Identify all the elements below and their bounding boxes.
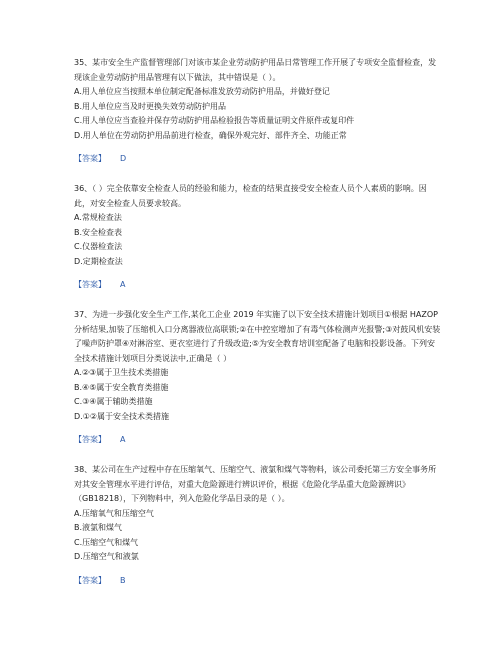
- question-38: [74, 463, 442, 588]
- answer-value: B: [120, 575, 126, 585]
- option-d: D.压缩空气和液氯: [74, 552, 139, 561]
- option-c: C.③④属于辅助类措施: [74, 397, 153, 406]
- answer-label: 【答案】: [74, 575, 106, 585]
- option-d: D.用人单位在劳动防护用品前进行检查，确保外观完好、部件齐全、功能正常: [74, 130, 347, 140]
- question-stem: 38、某公司在生产过程中存在压缩氧气、压缩空气、液氯和煤气等物料，该公司委托第三方安全事务所对其安全管理水平进行评估，对重大危险源进行辨识评价，根据《危险化学品重大危险源辨识》（GB18218），下列物料中，列入危险化学品目录的是（ ）。: [74, 465, 437, 503]
- option-d: D.定期检查法: [74, 256, 123, 266]
- question-stem: 35、某市安全生产监督管理部门对该市某企业劳动防护用品日常管理工作开展了专项安全监督检查，发现该企业劳动防护用品管理有以下做法，其中错误是（ ）。: [74, 58, 437, 82]
- option-c: C.用人单位应当查验并保存劳动防护用品检验报告等质量证明文件原件或复印件: [74, 116, 355, 125]
- option-a: A.压缩氧气和压缩空气: [74, 508, 154, 518]
- option-a: A.用人单位应当按照本单位制定配备标准发放劳动防护用品，并做好登记: [74, 87, 330, 96]
- answer-line: [74, 574, 442, 588]
- answer-label: 【答案】: [74, 435, 106, 444]
- option-a: A.②③属于卫生技术类措施: [74, 368, 169, 377]
- answer-value: D: [120, 154, 127, 163]
- answer-label: 【答案】: [74, 280, 106, 289]
- answer-line: [74, 433, 442, 447]
- answer-line: [74, 278, 442, 292]
- option-b: B.用人单位应当及时更换失效劳动防护用品: [74, 101, 227, 111]
- option-c: C.仪器检查法: [74, 242, 123, 251]
- option-b: B.安全检查表: [74, 227, 123, 237]
- answer-value: A: [120, 280, 126, 289]
- question-stem: 37、为进一步强化安全生产工作,某化工企业 2019 年实施了以下安全技术措施计划项目①根据 HAZOP 分析结果,加装了压缩机入口分离器液位高联锁;②在中控室增加了有毒气体检测声光报警;③对鼓风机安装了噪声防护罩④对淋浴室、更衣室进行了升级改造;⑤为安全教育培训室配备了电脑和投影设备。下列安全技术措施计划项目分类说法中,正确是（ ）: [74, 310, 441, 363]
- option-c: C.压缩空气和煤气: [74, 537, 139, 547]
- answer-label: 【答案】: [74, 154, 106, 163]
- question-stem: 36、（ ）完全依靠安全检查人员的经验和能力，检查的结果直接受安全检查人员个人素质的影响。因此，对安全检查人员要求较高。: [74, 184, 427, 208]
- answer-value: A: [120, 435, 126, 444]
- question-35: [74, 56, 442, 166]
- answer-line: [74, 152, 442, 166]
- option-a: A.常规检查法: [74, 213, 122, 222]
- option-b: B.液氯和煤气: [74, 523, 123, 532]
- question-36: [74, 182, 442, 292]
- question-37: [74, 308, 442, 447]
- option-b: B.④⑤属于安全教育类措施: [74, 382, 169, 392]
- option-d: D.①②属于安全技术类措施: [74, 411, 170, 421]
